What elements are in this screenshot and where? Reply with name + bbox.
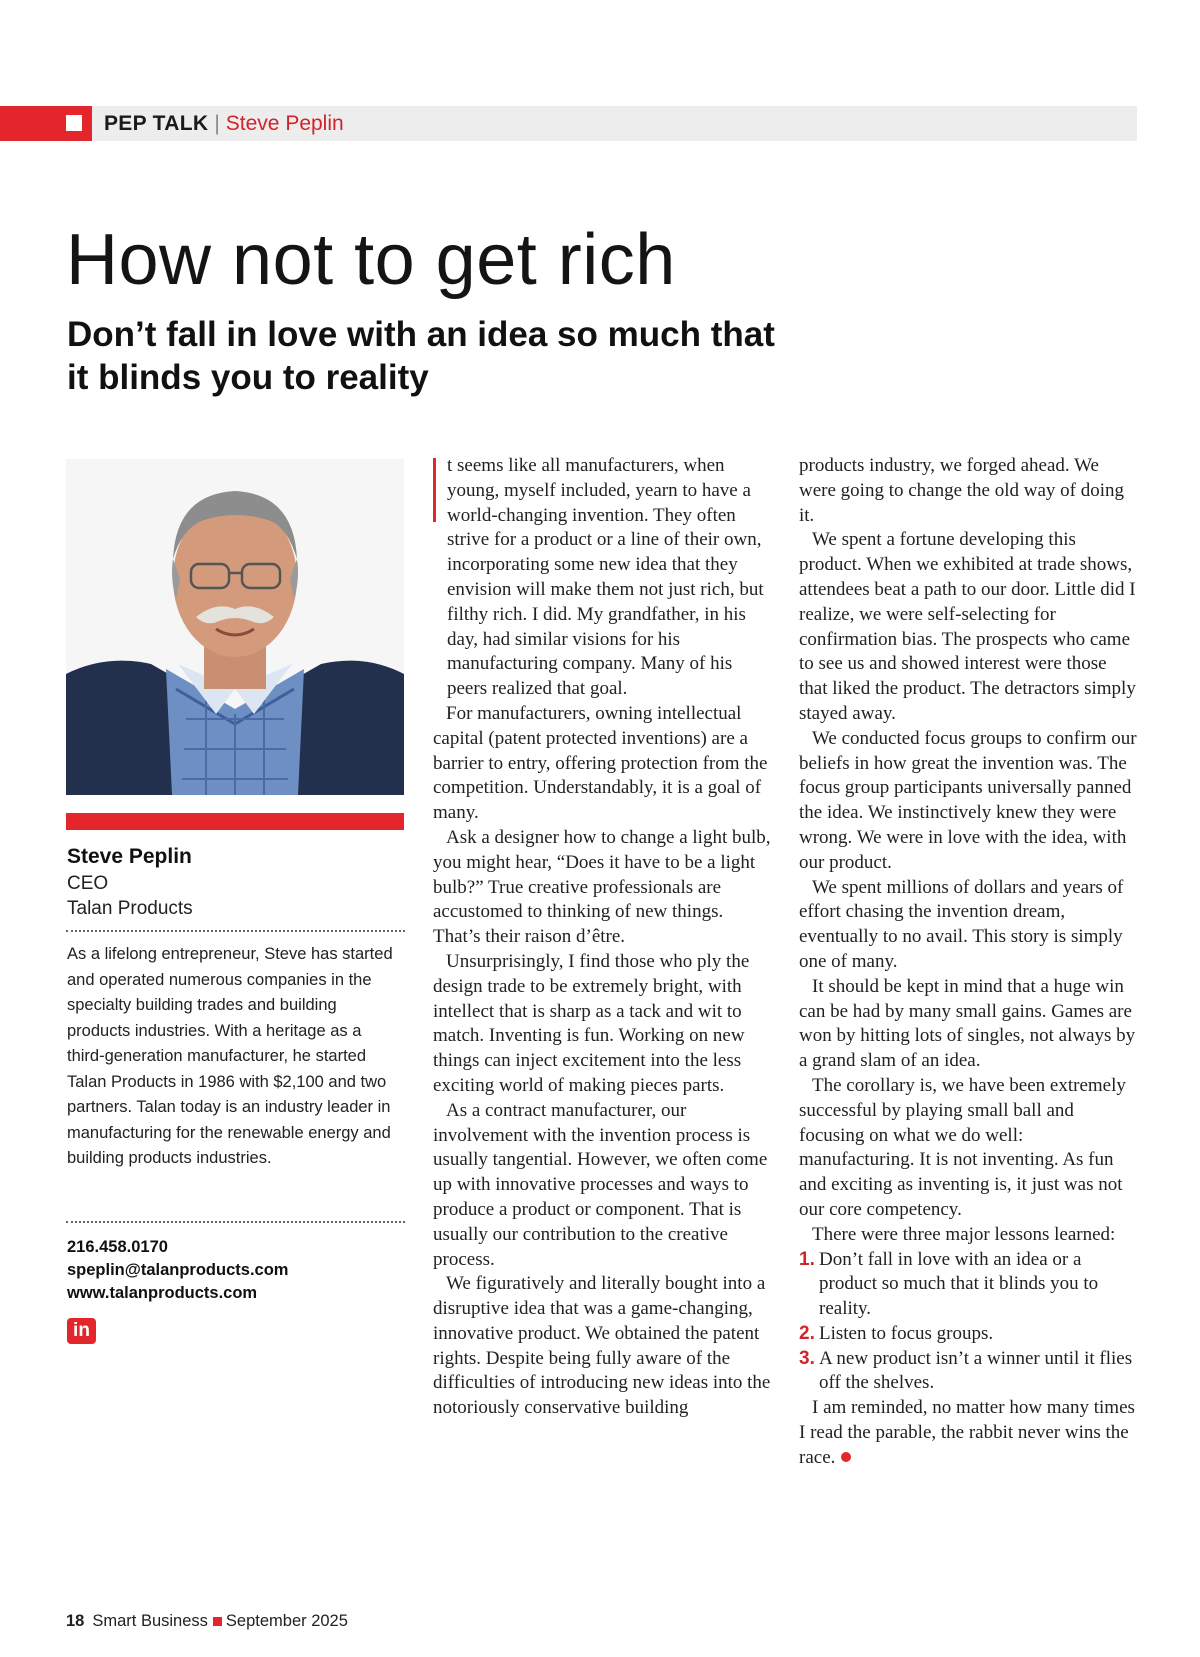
lesson-item-2 xyxy=(799,1322,1139,1347)
bio-divider-top xyxy=(66,930,405,932)
publication-name: Smart Business xyxy=(92,1612,208,1630)
paragraph: As a contract manufacturer, our involvement with the invention process is usually tangential. However, we often come up with innovative processes and ways to produce a product or component. That is usually our contribution to the creative process. xyxy=(433,1099,768,1270)
contact-phone: 216.458.0170 xyxy=(67,1238,168,1256)
article-column-1 xyxy=(433,454,773,1421)
lesson-item-1 xyxy=(799,1248,1139,1322)
bio-name: Steve Peplin xyxy=(67,845,192,868)
page-footer xyxy=(66,1610,348,1632)
bio-divider-bottom xyxy=(66,1221,405,1223)
issue-date: September 2025 xyxy=(225,1612,348,1630)
footer-square-icon xyxy=(213,1617,222,1626)
article-dek: Don’t fall in love with an idea so much that it blinds you to reality xyxy=(67,315,775,397)
lesson-text: Don’t fall in love with an idea or a product so much that it blinds you to reality. xyxy=(819,1248,1099,1320)
paragraph: We spent millions of dollars and years of effort chasing the invention dream, eventually to no avail. This story is simply one of many. xyxy=(799,876,1124,972)
paragraph: It should be kept in mind that a huge win can be had by many small gains. Games are won by hitting lots of singles, not always by a grand slam of an idea. xyxy=(799,975,1136,1072)
paragraph: We conducted focus groups to confirm our beliefs in how great the invention was. The focus group participants universally panned the idea. We instinctively knew they were wrong. We were in love with the idea, with our product. xyxy=(799,727,1137,873)
lesson-number: 2. xyxy=(799,1322,815,1344)
header-label xyxy=(104,111,344,137)
paragraph: t seems like all manufacturers, when young, myself included, yearn to have a world-changing invention. They often strive for a product or a line of their own, incorporating some new idea that they envision will make them not just rich, but filthy rich. I did. My grandfather, in his day, had similar visions for his manufacturing company. Many of his peers realized that goal. xyxy=(447,455,764,700)
lesson-number: 1. xyxy=(799,1248,815,1270)
bio-company: Talan Products xyxy=(67,898,193,919)
closing-text: I am reminded, no matter how many times I read the parable, the rabbit never wins the race. xyxy=(799,1397,1135,1468)
bio-accent-bar xyxy=(66,813,404,830)
author-portrait-image xyxy=(66,459,404,795)
paragraph-closing xyxy=(799,1396,1139,1470)
contact-website-link[interactable]: www.talanproducts.com xyxy=(67,1284,258,1302)
author-photo xyxy=(66,459,404,795)
end-mark-icon xyxy=(841,1452,851,1462)
lesson-item-3 xyxy=(799,1347,1139,1397)
header-square-icon xyxy=(66,115,82,131)
page-number: 18 xyxy=(66,1612,85,1630)
article-column-2 xyxy=(799,454,1139,1471)
header-separator: | xyxy=(214,112,220,135)
lesson-number: 3. xyxy=(799,1347,815,1369)
paragraph: Ask a designer how to change a light bulb, you might hear, “Does it have to be a light bulb?” True creative professionals are accustomed to thinking of new things. That’s their raison d’être. xyxy=(433,826,771,948)
paragraph: For manufacturers, owning intellectual capital (patent protected inventions) are a barrier to entry, offering protection from the competition. Understandably, it is a goal of many. xyxy=(433,702,768,824)
contact-email-link[interactable]: speplin@talanproducts.com xyxy=(67,1261,289,1279)
paragraph: We figuratively and literally bought into a disruptive idea that was a game-changing, innovative product. We obtained the patent rights. Despite being fully aware of the difficulties of introducing new ideas into the notoriously conservative building xyxy=(433,1273,771,1419)
article-title: How not to get rich xyxy=(66,220,676,300)
paragraph: There were three major lessons learned: xyxy=(812,1223,1116,1245)
bio-text: As a lifelong entrepreneur, Steve has started and operated numerous companies in the specialty building trades and building products industries. With a heritage as a third-generation manufacturer, he started Talan Products in 1986 with $2,100 and two partners. Talan today is an industry leader in manufacturing for the renewable energy and building products industries. xyxy=(67,945,393,1167)
paragraph: The corollary is, we have been extremely successful by playing small ball and focusing on what we do well: manufacturing. It is not inventing. As fun and exciting as inventing is, it just was not our core competency. xyxy=(799,1074,1126,1220)
paragraph: We spent a fortune developing this product. When we exhibited at trade shows, attendees beat a path to our door. Little did I realize, we were self-selecting for confirmation bias. The prospects who came to see us and showed interest were those that liked the product. The detractors simply stayed away. xyxy=(799,529,1136,724)
linkedin-icon[interactable]: in xyxy=(67,1318,96,1344)
paragraph: products industry, we forged ahead. We were going to change the old way of doing it. xyxy=(799,455,1125,526)
column-author: Steve Peplin xyxy=(225,112,344,135)
lesson-text: Listen to focus groups. xyxy=(819,1322,994,1344)
lesson-text: A new product isn’t a winner until it flies off the shelves. xyxy=(819,1347,1133,1394)
section-label: PEP TALK xyxy=(104,112,209,135)
paragraph: Unsurprisingly, I find those who ply the design trade to be extremely bright, with intellect that is sharp as a tack and wit to match. Inventing is fun. Working on new things can inject excitement into the less exciting world of making pieces parts. xyxy=(433,950,750,1096)
bio-role: CEO xyxy=(67,873,109,894)
